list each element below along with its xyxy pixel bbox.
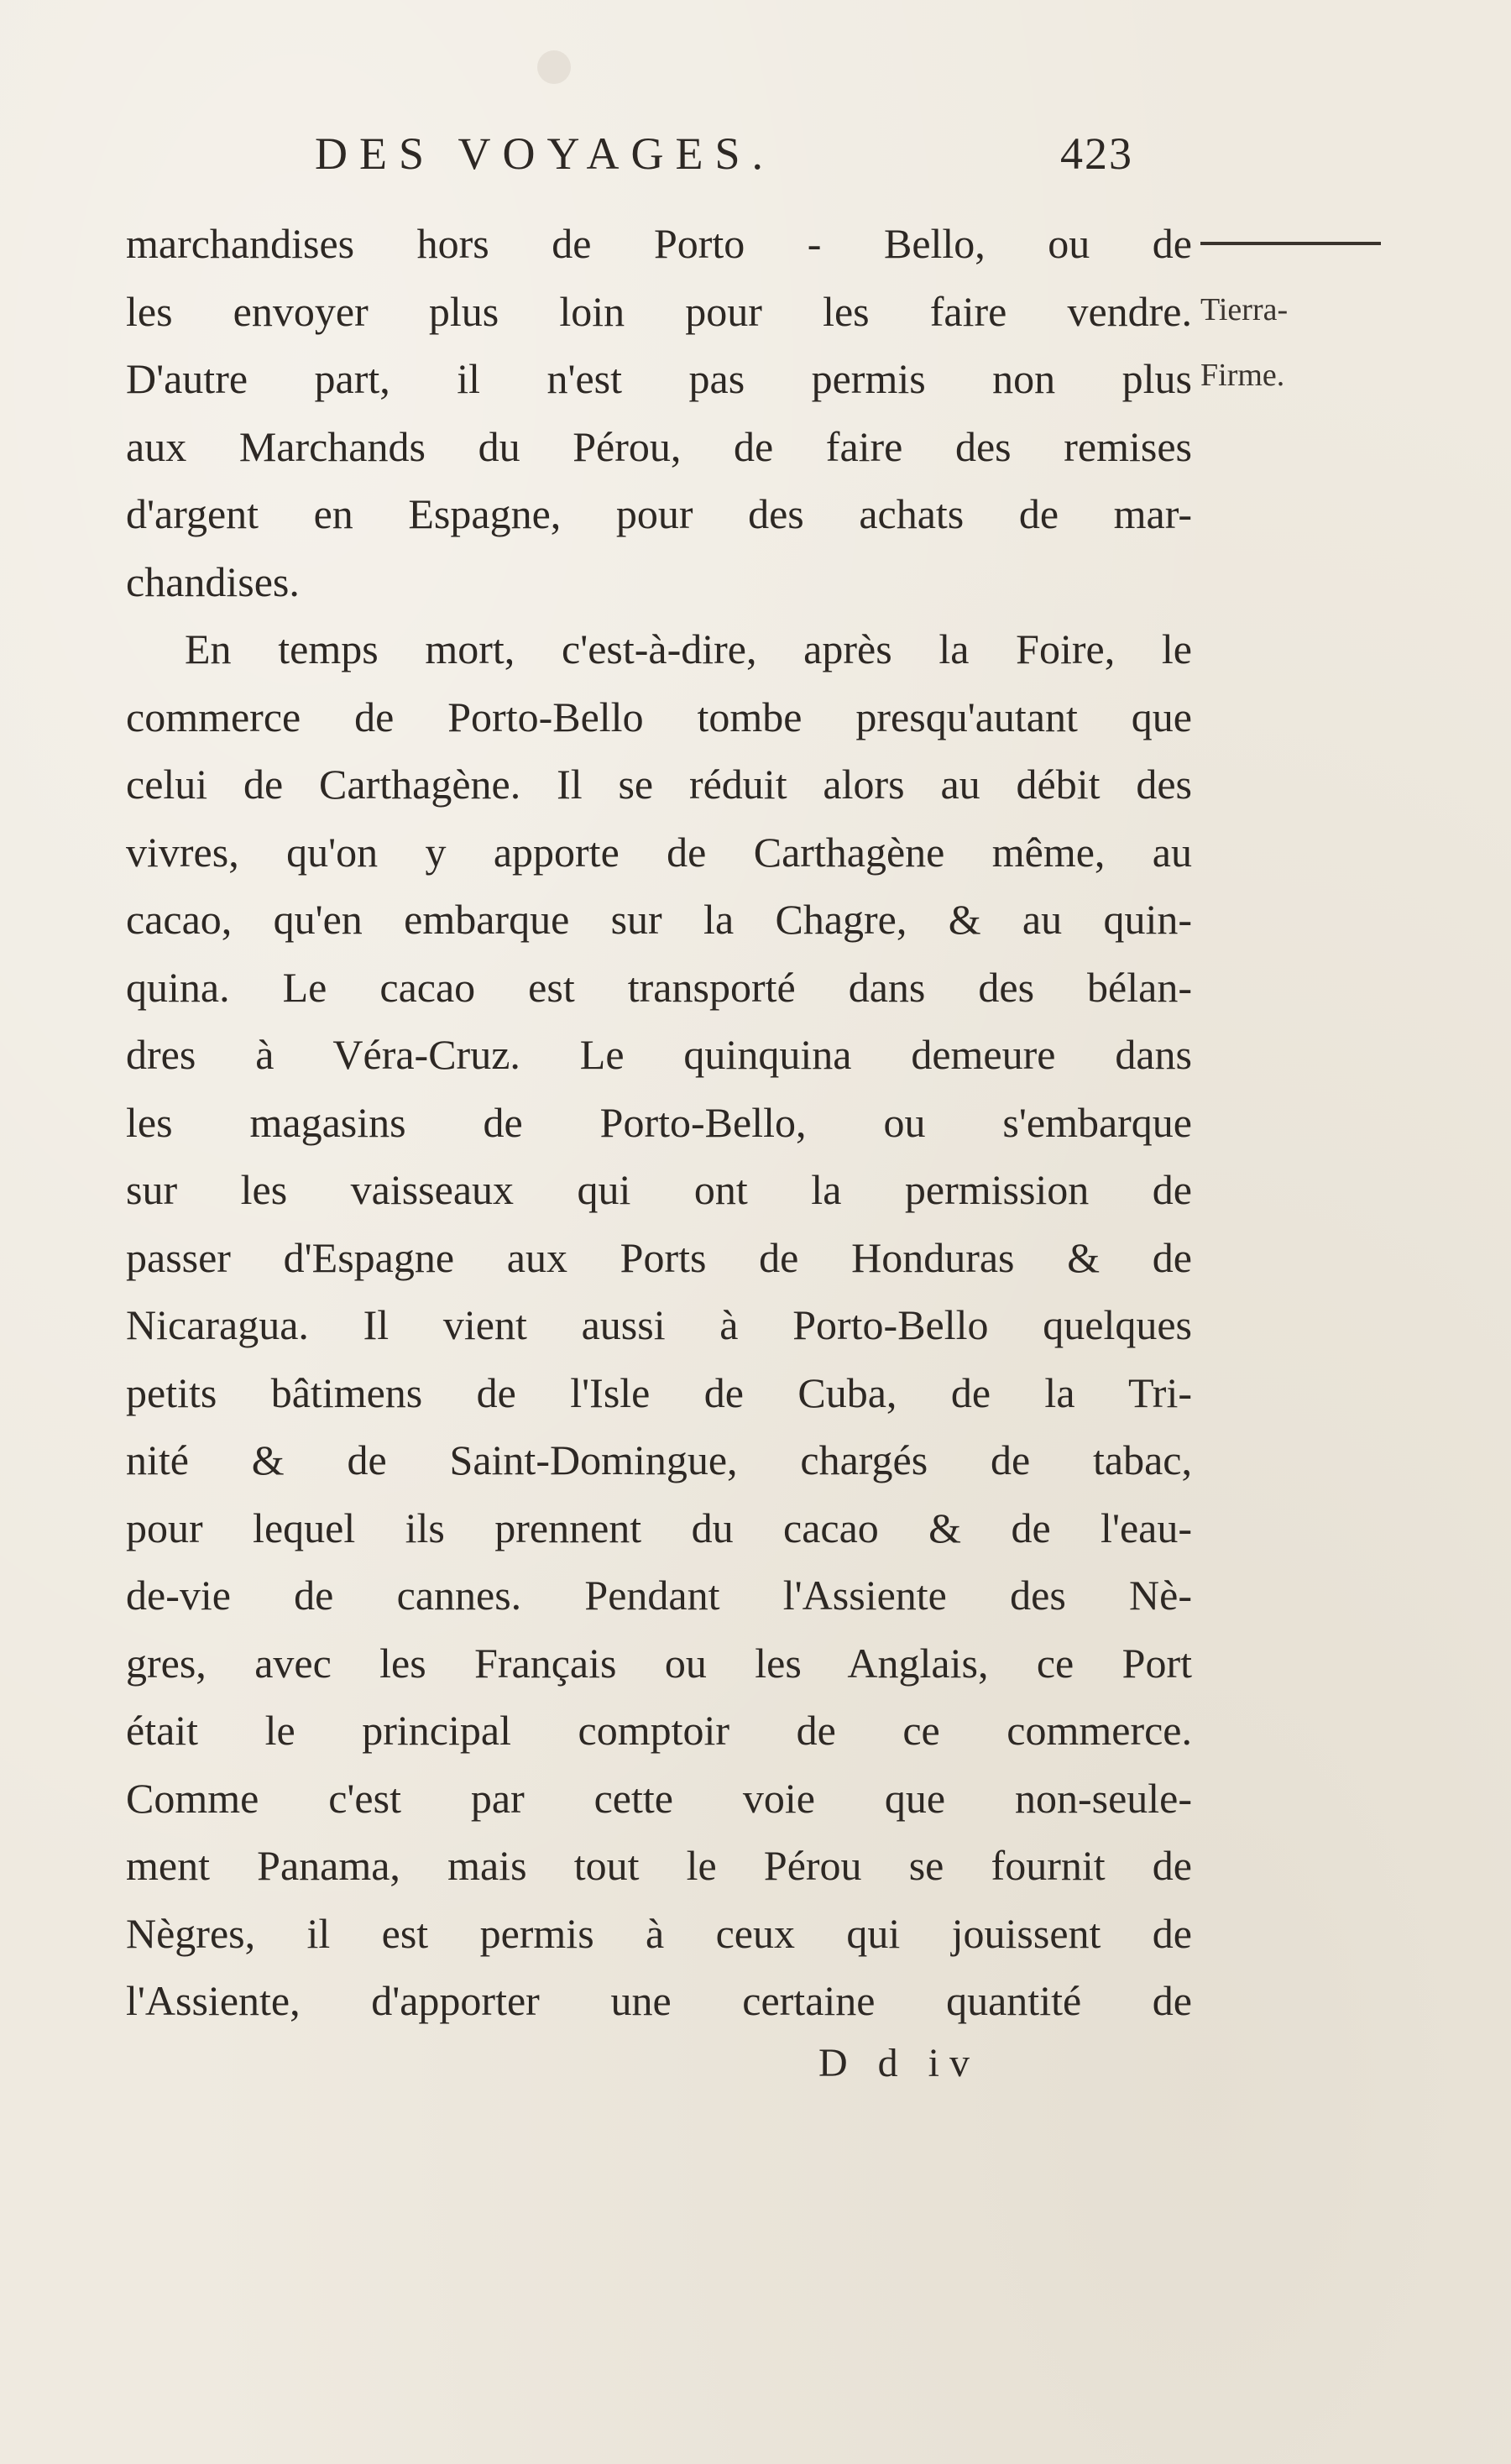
marginal-note [1200, 277, 1360, 408]
signature-mark: D d iv [818, 2041, 980, 2085]
text-line: cacao, qu'en embarque sur la Chagre, & au quin- [126, 896, 1192, 943]
text-line: était le principal comptoir de ce commerce. [126, 1707, 1192, 1754]
marginal-note-line: Firme. [1200, 358, 1285, 393]
paragraph-start-line: En temps mort, c'est-à-dire, après la Foire, le [185, 625, 1192, 672]
running-head [315, 128, 1133, 186]
marginal-rule [1200, 240, 1381, 248]
running-head-title: DES VOYAGES. [315, 128, 776, 179]
marginal-note-line: Tierra- [1200, 292, 1289, 327]
text-line: dres à Véra-Cruz. Le quinquina demeure dans [126, 1031, 1192, 1078]
text-line: d'argent en Espagne, pour des achats de mar- [126, 490, 1192, 537]
text-line: D'autre part, il n'est pas permis non plus [126, 355, 1192, 402]
text-line: marchandises hors de Porto - Bello, ou de [126, 220, 1192, 267]
body-text [126, 210, 1192, 2035]
text-line: vivres, qu'on y apporte de Carthagène même, au [126, 828, 1192, 876]
text-line: aux Marchands du Pérou, de faire des remises [126, 422, 1192, 470]
text-line: de-vie de cannes. Pendant l'Assiente des Nè- [126, 1572, 1192, 1619]
text-line: Nègres, il est permis à ceux qui jouissent de [126, 1909, 1192, 1957]
text-line: nité & de Saint-Domingue, chargés de tabac, [126, 1436, 1192, 1483]
text-line: passer d'Espagne aux Ports de Honduras & de [126, 1233, 1192, 1281]
text-line: quina. Le cacao est transporté dans des bélan- [126, 963, 1192, 1011]
text-line: l'Assiente, d'apporter une certaine quantité de [126, 1977, 1192, 2024]
text-line: Nicaragua. Il vient aussi à Porto-Bello quelques [126, 1301, 1192, 1348]
text-line: commerce de Porto-Bello tombe presqu'autant que [126, 693, 1192, 740]
text-line: ment Panama, mais tout le Pérou se fournit de [126, 1842, 1192, 1889]
text-line: les envoyer plus loin pour les faire vendre. [126, 287, 1192, 335]
text-line: celui de Carthagène. Il se réduit alors au débit des [126, 761, 1192, 808]
text-line: sur les vaisseaux qui ont la permission de [126, 1166, 1192, 1213]
text-line: gres, avec les Français ou les Anglais, ce Port [126, 1639, 1192, 1687]
paper-stain [537, 50, 571, 84]
text-line: pour lequel ils prennent du cacao & de l'eau- [126, 1504, 1192, 1551]
text-line: petits bâtimens de l'Isle de Cuba, de la Tri- [126, 1368, 1192, 1416]
text-line: chandises. [126, 557, 300, 605]
page-number: 423 [1060, 128, 1133, 179]
text-line: Comme c'est par cette voie que non-seule- [126, 1774, 1192, 1822]
text-line: les magasins de Porto-Bello, ou s'embarque [126, 1098, 1192, 1146]
